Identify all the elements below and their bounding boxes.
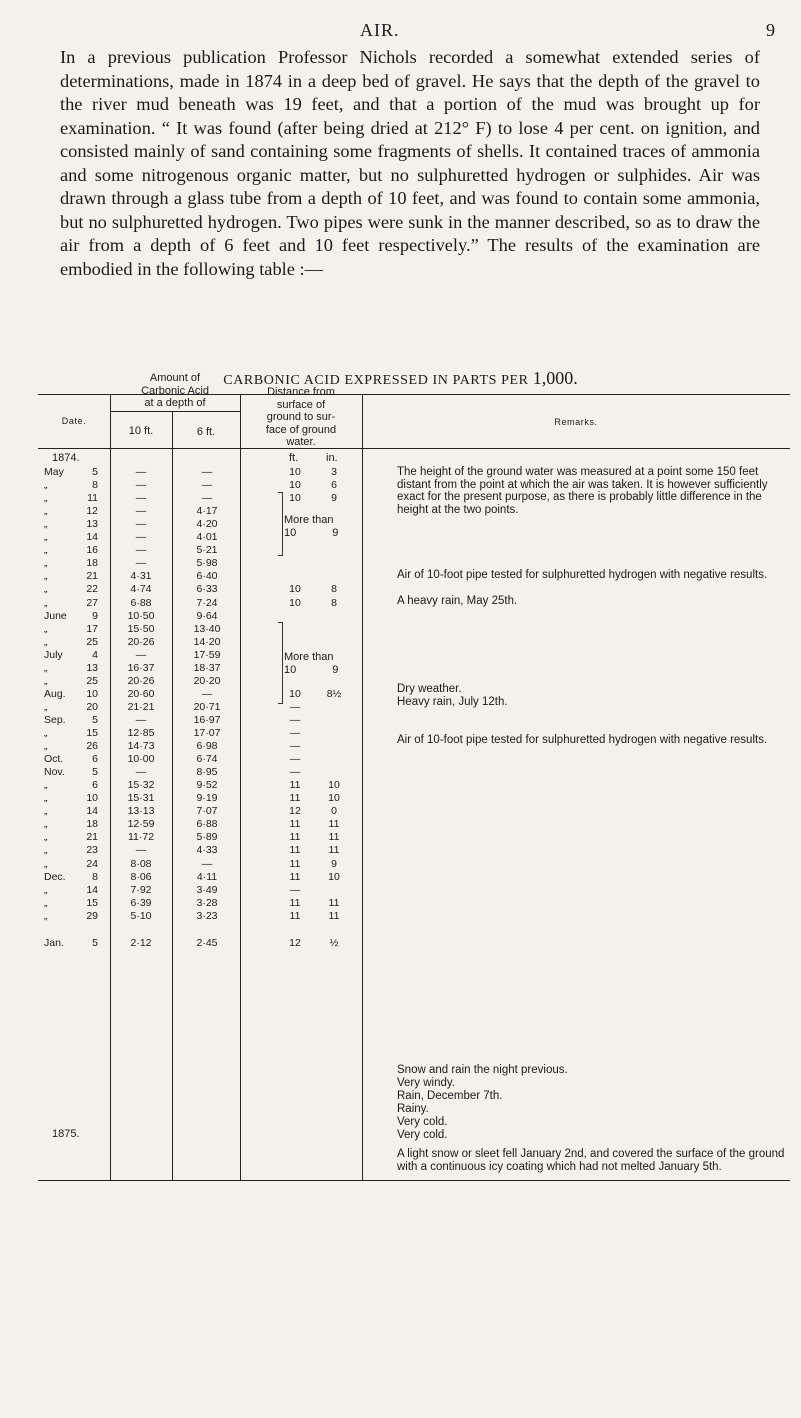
cell-ft: 10 [289, 596, 301, 609]
remark-light-snow: A light snow or sleet fell January 2nd, and covered the surface of the ground with a continuous icy coating which had not melted January 5th. [397, 1148, 785, 1173]
cell-10ft: — [135, 648, 147, 661]
table-row [0, 818, 801, 831]
cell-6ft: 17·07 [193, 727, 221, 739]
cell-ft: — [289, 753, 301, 766]
cell-day: 16 [86, 544, 98, 557]
cell-month: „ [44, 740, 48, 753]
cell-month: Dec. [44, 870, 66, 883]
table-row [0, 805, 801, 818]
cell-in: 6 [331, 479, 337, 492]
header-6ft: 6 ft. [196, 426, 216, 438]
cell-10ft: 4·74 [130, 583, 152, 596]
cell-day: 8 [92, 870, 98, 883]
cell-6ft: 4·17 [196, 505, 218, 518]
cell-6ft: — [201, 857, 213, 870]
remark-rainy: Rainy. [397, 1103, 429, 1115]
cell-month: „ [44, 505, 48, 518]
cell-6ft: 9·52 [196, 779, 218, 792]
cell-day: 9 [92, 609, 98, 622]
cell-6ft: 5·21 [196, 544, 218, 557]
cell-6ft: 9·19 [196, 792, 218, 805]
cell-6ft: 6·88 [196, 818, 218, 831]
cell-month: „ [44, 779, 48, 792]
cell-day: 8 [92, 479, 98, 492]
header-10ft: 10 ft. [128, 425, 154, 437]
cell-10ft: 21·21 [127, 700, 155, 713]
cell-10ft: 20·26 [127, 635, 155, 648]
header-bottom-rule [38, 448, 790, 449]
header-remarks: Remarks. [554, 417, 598, 427]
table-row [0, 649, 801, 662]
cell-6ft: 14·20 [193, 635, 221, 648]
cell-day: 5 [92, 713, 98, 726]
cell-10ft: 15·50 [127, 622, 155, 635]
cell-6ft: 9·64 [196, 609, 218, 622]
cell-10ft: — [135, 505, 147, 518]
cell-day: 5 [92, 466, 98, 478]
cell-in: 11 [328, 896, 340, 909]
cell-day: 25 [86, 674, 98, 687]
cell-day: 25 [86, 635, 98, 648]
table-row [0, 910, 801, 923]
cell-month: „ [44, 479, 48, 492]
cell-day: 14 [86, 883, 98, 896]
year-1875: 1875. [52, 1128, 80, 1140]
cell-ft: 11 [289, 844, 301, 857]
brace-note-2: More than 10 9 [284, 651, 339, 676]
cell-ft: — [289, 740, 301, 753]
cell-month: „ [44, 557, 48, 570]
cell-ft: 11 [289, 779, 301, 792]
brace-note-1: More than 10 9 [284, 514, 339, 539]
cell-ft: — [289, 727, 301, 739]
page-header [0, 20, 801, 42]
cell-6ft: 4·33 [196, 844, 218, 857]
header-distance: Distance from surface of ground to sur- face of ground water. [265, 386, 337, 449]
cell-10ft: 7·92 [130, 883, 152, 896]
cell-10ft: — [135, 531, 147, 544]
cell-6ft: 4·20 [196, 518, 218, 531]
cell-month: „ [44, 805, 48, 818]
cell-month: May [44, 466, 64, 478]
cell-day: 10 [86, 687, 98, 700]
cell-month: Jan. [44, 936, 64, 949]
cell-month: „ [44, 727, 48, 739]
cell-10ft: 10·50 [127, 609, 155, 622]
cell-in: 8½ [326, 687, 342, 700]
cell-10ft: — [135, 844, 147, 857]
table-row [0, 636, 801, 649]
cell-10ft: 8·08 [130, 857, 152, 870]
cell-ft: — [289, 766, 301, 779]
table-row [0, 662, 801, 675]
cell-day: 6 [92, 753, 98, 766]
table-row [0, 897, 801, 910]
cell-day: 26 [86, 740, 98, 753]
cell-6ft: 5·89 [196, 831, 218, 844]
cell-month: „ [44, 818, 48, 831]
cell-day: 18 [86, 557, 98, 570]
table-row [0, 844, 801, 857]
cell-ft: 10 [289, 479, 301, 492]
cell-10ft: 20·60 [127, 687, 155, 700]
cell-10ft: — [135, 713, 147, 726]
cell-in: 8 [331, 596, 337, 609]
remark-very-cold-1: Very cold. [397, 1116, 448, 1128]
cell-month: „ [44, 544, 48, 557]
cell-month: „ [44, 661, 48, 674]
cell-ft: 11 [289, 831, 301, 844]
cell-day: 18 [86, 818, 98, 831]
cell-6ft: 7·07 [196, 805, 218, 818]
cell-day: 29 [86, 909, 98, 922]
cell-10ft: 4·31 [130, 570, 152, 583]
cell-in: ½ [329, 936, 339, 949]
cell-in: 9 [331, 492, 337, 505]
cell-6ft: 16·97 [193, 713, 221, 726]
cell-in: 11 [328, 844, 340, 857]
cell-6ft: 18·37 [193, 661, 221, 674]
cell-month: „ [44, 635, 48, 648]
cell-in: 8 [331, 583, 337, 596]
remark-dry-weather: Dry weather. [397, 683, 462, 695]
cell-6ft: 13·40 [193, 622, 221, 635]
year-1874: 1874. [52, 452, 80, 464]
cell-ft: 10 [289, 583, 301, 596]
cell-10ft: 12·59 [127, 818, 155, 831]
cell-6ft: 20·20 [193, 674, 221, 687]
cell-month: „ [44, 570, 48, 583]
cell-10ft: 2·12 [130, 936, 152, 949]
unit-ft: ft. [289, 452, 299, 464]
cell-day: 4 [92, 648, 98, 661]
cell-in: 11 [328, 831, 340, 844]
cell-month: „ [44, 896, 48, 909]
cell-in: 0 [331, 805, 337, 818]
table-bottom-rule [38, 1180, 790, 1181]
cell-10ft: 10·00 [127, 753, 155, 766]
body-paragraph: In a previous publication Professor Nichols recorded a somewhat extended series of determinations, made in 1874 in a deep bed of gravel. He says that the depth of the gravel to the river mud beneath was 19 feet, and that a portion of the mud was brought up for examination. “ It was found (after being dried at 212° F) to lose 4 per cent. on ignition, and consisted mainly of sand containing some fragments of shells. It contained traces of ammonia and some nitrogenous organic matter, but no sulphuretted hydrogen or sulphides. Air was drawn through a glass tube from a depth of 10 feet, and was found to contain some ammonia, but no sulphuretted hydrogen. Two pipes were sunk in the manner described, so as to draw the air from a depth of 6 feet and 10 feet respectively.” The results of the examination are embodied in the following table :— [60, 47, 760, 279]
cell-month: July [44, 648, 63, 661]
cell-day: 5 [92, 766, 98, 779]
cell-day: 14 [86, 531, 98, 544]
table-row [0, 531, 801, 544]
cell-month: „ [44, 674, 48, 687]
cell-day: 11 [87, 492, 98, 505]
cell-10ft: 11·72 [127, 831, 155, 844]
cell-day: 23 [86, 844, 98, 857]
cell-day: 15 [86, 896, 98, 909]
cell-6ft: 4·11 [196, 870, 218, 883]
cell-day: 17 [86, 622, 98, 635]
remark-ground-water: The height of the ground water was measured at a point some 150 feet distant from the point at which the air was taken. It is however sufficiently exact for the present purpose, as there is probably little difference in the height at the two points. [397, 466, 768, 517]
table-row [0, 871, 801, 884]
cell-month: „ [44, 622, 48, 635]
cell-ft: 10 [289, 492, 301, 505]
cell-ft: 12 [289, 936, 301, 949]
table-row [0, 937, 801, 950]
cell-ft: 10 [289, 466, 301, 478]
brace-1 [278, 492, 283, 556]
cell-day: 24 [86, 857, 98, 870]
amount-subheader-rule [110, 411, 240, 412]
cell-day: 6 [92, 779, 98, 792]
cell-month: „ [44, 883, 48, 896]
cell-10ft: — [135, 766, 147, 779]
cell-6ft: 2·45 [196, 936, 218, 949]
cell-in: 3 [331, 466, 337, 478]
remark-heavy-rain-may: A heavy rain, May 25th. [397, 595, 518, 607]
cell-10ft: 13·13 [127, 805, 155, 818]
table-row [0, 779, 801, 792]
table-caption-number: 1,000. [532, 368, 578, 388]
cell-6ft: — [201, 479, 213, 492]
cell-ft: 12 [289, 805, 301, 818]
table-row [0, 714, 801, 727]
cell-day: 22 [86, 583, 98, 596]
header-date: Date. [61, 416, 87, 426]
running-head: AIR. [360, 20, 400, 40]
cell-day: 27 [86, 596, 98, 609]
table-row [0, 792, 801, 805]
cell-6ft: 17·59 [193, 648, 221, 661]
cell-10ft: — [135, 466, 147, 478]
cell-6ft: 6·98 [196, 740, 218, 753]
table-row [0, 858, 801, 871]
cell-day: 21 [86, 570, 98, 583]
cell-month: „ [44, 531, 48, 544]
cell-month: „ [44, 831, 48, 844]
cell-ft: 10 [289, 687, 301, 700]
cell-day: 21 [86, 831, 98, 844]
cell-ft: 11 [289, 792, 301, 805]
cell-month: „ [44, 844, 48, 857]
table-row [0, 753, 801, 766]
table-row [0, 884, 801, 897]
header-amount: Amount of Carbonic Acid at a depth of [141, 372, 209, 410]
cell-month: Nov. [44, 766, 65, 779]
cell-10ft: 8·06 [130, 870, 152, 883]
cell-day: 10 [86, 792, 98, 805]
cell-month: Aug. [44, 687, 66, 700]
cell-in: 11 [328, 818, 340, 831]
cell-10ft: 15·31 [127, 792, 155, 805]
remark-very-windy: Very windy. [397, 1077, 455, 1089]
table-row [0, 623, 801, 636]
cell-6ft: 6·74 [196, 753, 218, 766]
table-row [0, 544, 801, 557]
cell-ft: 11 [289, 870, 301, 883]
remark-rain-dec: Rain, December 7th. [397, 1090, 503, 1102]
cell-10ft: 6·39 [130, 896, 152, 909]
cell-ft: 11 [289, 818, 301, 831]
cell-10ft: — [135, 479, 147, 492]
cell-month: „ [44, 518, 48, 531]
cell-ft: 11 [289, 909, 301, 922]
cell-6ft: 3·28 [196, 896, 218, 909]
cell-day: 13 [86, 518, 98, 531]
cell-6ft: 6·33 [196, 583, 218, 596]
cell-in: 10 [328, 779, 340, 792]
cell-ft: — [289, 883, 301, 896]
cell-ft: — [289, 700, 301, 713]
cell-10ft: — [135, 544, 147, 557]
cell-10ft: 5·10 [130, 909, 152, 922]
remark-sulphuretted-1: Air of 10-foot pipe tested for sulphuretted hydrogen with negative results. [397, 569, 768, 581]
cell-month: Sep. [44, 713, 66, 726]
cell-6ft: — [201, 492, 213, 505]
cell-month: „ [44, 700, 48, 713]
cell-10ft: — [135, 518, 147, 531]
cell-month: „ [44, 492, 48, 505]
table-caption-text: CARBONIC ACID EXPRESSED IN PARTS PER [223, 373, 529, 388]
cell-ft: — [289, 713, 301, 726]
remark-heavy-rain-july: Heavy rain, July 12th. [397, 696, 508, 708]
cell-month: „ [44, 596, 48, 609]
cell-in: 10 [328, 870, 340, 883]
cell-month: „ [44, 857, 48, 870]
cell-month: June [44, 609, 67, 622]
cell-6ft: 3·23 [196, 909, 218, 922]
table-row [0, 610, 801, 623]
cell-6ft: — [201, 466, 213, 478]
cell-10ft: 6·88 [130, 596, 152, 609]
cell-day: 12 [86, 505, 98, 518]
cell-in: 10 [328, 792, 340, 805]
cell-10ft: 20·26 [127, 674, 155, 687]
cell-month: „ [44, 792, 48, 805]
cell-10ft: — [135, 492, 147, 505]
cell-in: 9 [331, 857, 337, 870]
cell-ft: 11 [289, 857, 301, 870]
cell-6ft: 3·49 [196, 883, 218, 896]
cell-month: „ [44, 909, 48, 922]
unit-in: in. [326, 452, 338, 464]
cell-6ft: 4·01 [196, 531, 218, 544]
cell-10ft: 16·37 [127, 661, 155, 674]
cell-6ft: 8·95 [196, 766, 218, 779]
cell-day: 5 [92, 936, 98, 949]
cell-day: 14 [86, 805, 98, 818]
cell-ft: 11 [289, 896, 301, 909]
cell-6ft: 6·40 [196, 570, 218, 583]
brace-2 [278, 622, 283, 704]
cell-6ft: 20·71 [193, 700, 221, 713]
cell-6ft: — [201, 687, 213, 700]
cell-10ft: — [135, 557, 147, 570]
remark-very-cold-2: Very cold. [397, 1129, 448, 1141]
cell-day: 13 [86, 661, 98, 674]
cell-10ft: 15·32 [127, 779, 155, 792]
cell-10ft: 12·85 [127, 727, 155, 739]
page-number: 9 [766, 20, 775, 40]
cell-in: 11 [328, 909, 340, 922]
cell-6ft: 5·98 [196, 557, 218, 570]
table-row [0, 831, 801, 844]
cell-month: „ [44, 583, 48, 596]
remark-snow-rain: Snow and rain the night previous. [397, 1064, 568, 1076]
table-row [0, 766, 801, 779]
cell-6ft: 7·24 [196, 596, 218, 609]
cell-day: 15 [86, 727, 98, 739]
cell-10ft: 14·73 [127, 740, 155, 753]
table-row [0, 518, 801, 531]
remark-sulphuretted-2: Air of 10-foot pipe tested for sulphuretted hydrogen with negative results. [397, 734, 768, 746]
cell-month: Oct. [44, 753, 64, 766]
cell-day: 20 [86, 700, 98, 713]
